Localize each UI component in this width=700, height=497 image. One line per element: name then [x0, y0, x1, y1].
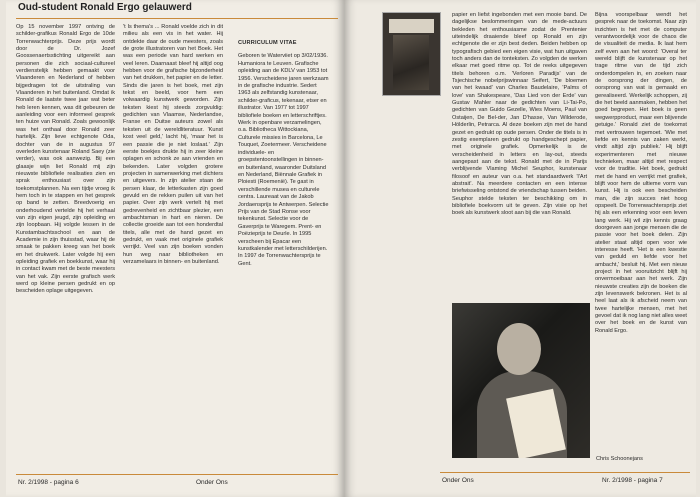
- article-column-1: [16, 24, 115, 472]
- footer-rule-left: [16, 474, 338, 475]
- portrait-photo: [452, 303, 590, 458]
- cv-text: Geboren te Waterviiet op 3/02/1936. Humaniora te Leuven. Grafische opleiding aan de KDLV van 1953 tot 1956. Verscheidene jaren werkzaam in de grafische industrie. Sedert 1963 als zelfstandig kunstenaar, schilder-graficus, tekenaar, etser en illustrator. Van 1977 tot 1997 bibliofiele boeken en letterschriftjes. Werk in openbare verzamelingen, o.a. Bibliotheca Wittockiana, Culturele missies in Barcelona, Le Touquet, Zoetermeer. Verscheidene individuele- en groepstentoonstellingen in binnen- en buitenland, waaronder Duitsland en Nederland, Biënnale Grafiek in Ploiesti (Roemenië). Te gast in verschillende musea en culturele centra. Laureaat van de Jakob Jordaensprijs te Antwerpen. Selectie Prijs van de Stad Ronse voor tekenkunst. Selectie voor de Gaverprijs te Waregem. Prent- en Poëzieprijs te Deurle. In 1995 verscheen bij Epacar een kunstkalender met letterschilderijen. In 1997 de Torrenwachtersprijs te Gent.: [238, 53, 329, 267]
- author-signature: Chris Schoonejans: [596, 456, 643, 462]
- left-page: [6, 0, 344, 497]
- cv-title: CURRICULUM VITAE: [238, 40, 297, 46]
- headline-rule: [16, 18, 338, 19]
- magazine-name-left: Onder Ons: [196, 479, 228, 486]
- artwork-figure: [393, 35, 429, 90]
- footer-rule-right: [440, 472, 690, 473]
- article-headline: Oud-student Ronald Ergo gelauwerd: [18, 2, 192, 13]
- artwork-lettering: [389, 19, 434, 33]
- column-4-text: Bijna voorspelbaar wendt het gesprek naar de toekomst. Naar zijn inzichten is het met de computer verantwoordelijk voor de chaos die de visualiteit de media. Ik laat hem zelf even aan het woord: 'Overal ter wereld blijft de kunstenaar op het trage ritme van de tijd zich onderdompelen in, en zoeken naar de oorsprong der dingen, de oorsprong van wat is gemaakt en gerealiseerd. Werkelijk schoppen, zij die het beeld aanmaken, hebben het goed begrepen. Het boek is geen wegwerpproduct, maar een blijvende getuige.' Ronald ziet de toekomst met vertrouwen tegemoet. 'Wie met liefde en kennis van zaken werkt, vindt altijd zijn publiek.' Hij blijft experimenteren met nieuwe technieken, maar altijd met respect voor de traditie. Het boek, gedrukt met de hand en verrijkt met grafiek, blijft voor hem de ultieme vorm van kunst. Hij is ook een bescheiden man, die zijn succes niet hoog opspeelt. De Torrenwachtersprijs ziet hij als een erkenning voor een leven lang werk. Hij wil zijn kennis graag doorgeven aan jonge mensen die de passie voor het boek delen. Zijn atelier staat altijd open voor wie interesse heeft. 'Het is een kwestie van geduld en liefde voor het ambacht,' besluit hij. Met een nieuw project in het vooruitzicht blijft hij onvermoeibaar aan het werk. Zijn nieuwste creaties zijn de boeken die zijn levenswerk bekronen. Het is al heel laat als ik afscheid neem van twee hartelijke mensen, met het gevoel dat ik nog lang niet alles weet over het boek en de kunst van Ronald Ergo.: [595, 12, 687, 334]
- column-3-text: papier en liefst ingebonden met een mooie band. De dagelijkse beslommeringen van de mede-actuurs bekleden het enthousiasme zodat de Prentenier uiteindelijk draaiende bleef op Ronald en zijn echtgenote die er zijn best deden. Beiden hebben op typografisch gebied een eigen visie, wat hun uitgaven toch anders dan de tonteksten. Zo volgden de werken elkaar met goed ritme op. Tot de reeks uitgegeven titels behoren o.m. 'Verloren Paradijs' van de Tsjechische nobelprijswinnaar Seifert, 'De bloemen van het kwaad' van Charles Baudelaire, 'Palms of love' van Shakespeare, 'Das Lied von der Erde' van Gustav Mahler naar de gedichten van Li-Tai-Po, gedichten van Guido Gezelle, Wies Moens, Paul van Ostaijen, De Bel-der, Jan D'hasse, Van Wilderode, Hölderlin, Petrarca. Al deze boeken zijn met de hand gezet en gedrukt op oude persen. Onder de titels is in zestig exemplaren gedrukt op handgeschept papier, met originele grafiek. Opmerkelijk is de verscheidenheid in letters en lay-out, steeds aangepast aan de tekst. Ronald met de in Parijs verblijvende Vlaming Michel Seuphor, kunstenaar filosoof en auteur van o.a. het standaardwerk 'l'Art abstrait'. Na meerdere contacten en een intense briefwisseling ontstond de vriendschap tussen beiden. Seuphor stelde teksten ter beschikking om in bibliofiele boekvorm uit te geven. Zijn visie op het boek als kunstwerk sloot aan bij die van Ronald.: [452, 12, 587, 217]
- portrait-head: [497, 323, 541, 375]
- article-column-2: [123, 24, 223, 472]
- column-2-text: 't Is thema's ... Ronald voelde zich in dit milieu als een vis in het water. Hij ontdekte daar de oude meesters, zoals de grote illustratoren van het Boek. Het was een periode van hard werken en veel leren. Daarnaast bleef hij altijd oog hebben voor de grafische bijzonderheid van het drukken, het papier en de letter. Sinds die jaren is het boek, met zijn tekst en beeld, voor hem een volwaardig kunstwerk geworden. Zijn teksten kiest hij steeds zorgvuldig: gedichten van Vlaamse, Nederlandse, Franse en Duitse auteurs zowel als teksten uit de wereldliteratuur. 'Kunst kost veel geld,' lacht hij, 'maar het is een passie die je niet loslaat.' Zijn eerste boekjes drukte hij in zeer kleine oplagen en schonk ze aan vrienden en bekenden. Later volgden grotere projecten in samenwerking met dichters en uitgevers. In zijn atelier staan de persen klaar, de letterkasten zijn goed gevuld en de rekken puilen uit van het papier. Over zijn werk vertelt hij met gedrevenheid en zichtbaar plezier, een ambachtsman in hart en nieren. De collectie groeide aan tot een honderdtal titels, alle met de hand gezet en gedrukt, en vaak met originele grafiek verrijkt. Veel van zijn boeken vonden hun weg naar bibliotheken en verzamelaars in binnen- en buitenland.: [123, 24, 223, 265]
- article-column-4: [595, 12, 687, 452]
- magazine-name-right: Onder Ons: [442, 477, 474, 484]
- article-column-3: [452, 12, 587, 298]
- artwork-photo: [382, 12, 441, 96]
- right-page: [344, 0, 696, 497]
- page-number-left: Nr. 2/1998 - pagina 6: [18, 479, 79, 486]
- column-1-text: Op 15 november 1997 ontving de schilder-grafikus Ronald Ergo de 10de Torrenwachterprijs. Deze prijs wordt door de Dr. Jozef Goossenaertsstichting uitgereikt aan personen die zich sociaal-cultureel verdienstelijk hebben gemaakt voor Vlaanderen en Nederland of hebben bijgedragen tot de uitstraling van Vlaanderen in het buitenland. Omdat ik Ronald de laatste twee jaar wat beter heb leren kennen, was dit gebeuren de aanleiding voor een informeel gesprek ten huize van Ronald. Zoals gewoonlijk was het onthaal door Ronald zeer hartelijk. Zijn lieve echtgenote Oda, dochter van de in augustus 97 overleden kunstenaar Roland Saey (zie verder), was ook aanwezig. Bij een glaasje wijn liet Ronald mij zijn nieuwste bibliofiele realisaties zien en sprak enthousiast over zijn toekomstplannen. Na een tijdje vroeg ik hem toch in te stappen en het gesprek op band te zetten. Breedvoerig en onderhoudend vertelde hij het verhaal van zijn eigen jeugd, zijn opleiding en zijn loopbaan. Hij volgde lessen in de Kunstambachtsschool en aan de Academie in zijn thuisstad, waar hij de smaak te pakken kreeg van het boek en het drukwerk. Later volgde hij een opleiding grafiek en boekkunst, waar hij in contact kwam met de beste meesters van het vak. Zijn eerste grafisch werk werd op kleine persen gedrukt en op bescheiden oplage uitgegeven.: [16, 24, 115, 295]
- page-number-right: Nr. 2/1998 - pagina 7: [602, 477, 663, 484]
- cv-sidebar: [238, 40, 330, 370]
